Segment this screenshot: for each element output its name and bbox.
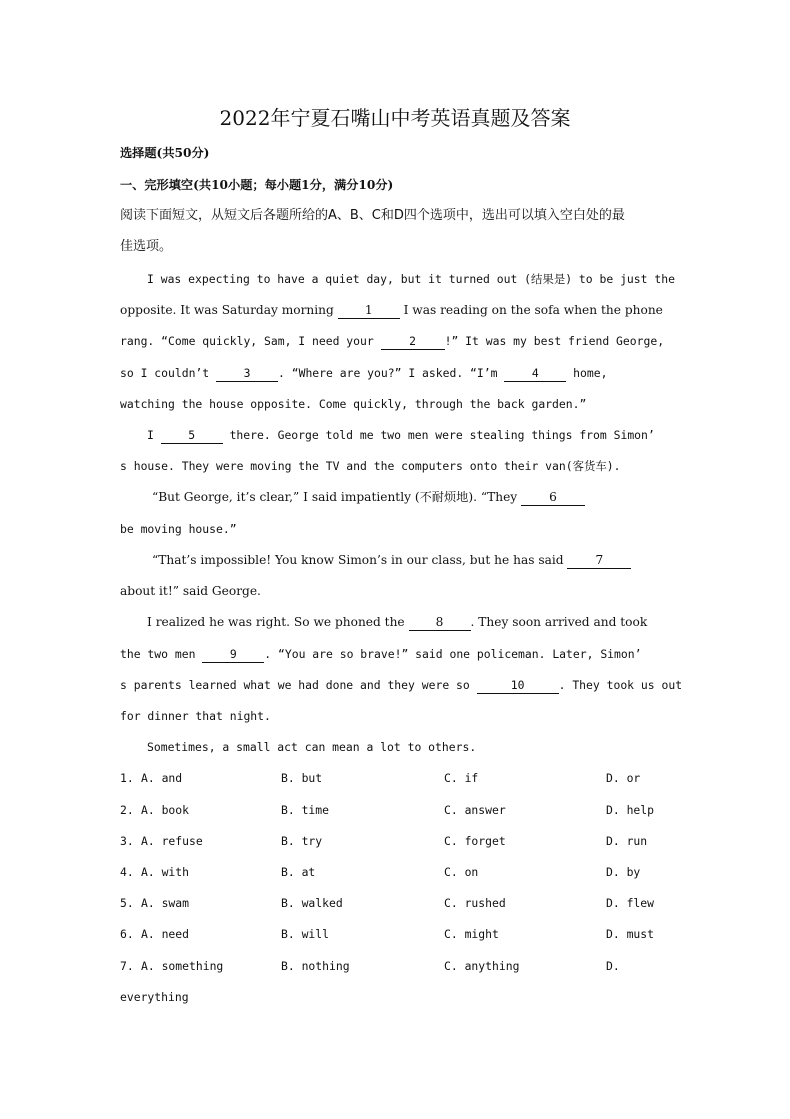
passage-line: the two men 9 . “You are so brave!” said one policeman. Later, Simon’: [120, 647, 642, 661]
option-d: D. by: [606, 865, 641, 879]
passage-line: s house. They were moving the TV and the computers onto their van(客货车).: [120, 459, 621, 473]
option-a: A. with: [141, 865, 190, 879]
option-c: C. if: [444, 771, 479, 785]
blank-6: 6: [521, 490, 585, 506]
option-d: D. run: [606, 834, 648, 848]
option-c: C. forget: [444, 834, 506, 848]
document-title: 2022年宁夏石嘴山中考英语真题及答案: [219, 106, 571, 130]
option-b: B. try: [281, 834, 323, 848]
option-d: D. or: [606, 771, 641, 785]
passage-line: watching the house opposite. Come quickly, through the back garden.”: [120, 397, 587, 411]
blank-2: 2: [381, 334, 445, 350]
passage-line: opposite. It was Saturday morning 1 I was reading on the sofa when the phone: [120, 303, 663, 317]
blank-7: 7: [567, 553, 631, 569]
passage-line: “That’s impossible! You know Simon’s in our class, but he has said 7: [152, 551, 672, 569]
option-a: A. something: [141, 959, 224, 973]
passage-line: for dinner that night.: [120, 709, 271, 723]
part-heading: 一、完形填空(共10小题；每小题1分，满分10分): [120, 178, 394, 192]
option-a: A. need: [141, 927, 190, 941]
blank-8: 8: [409, 615, 471, 631]
option-a: A. book: [141, 803, 190, 817]
passage-line: about it!” said George.: [120, 584, 261, 598]
option-c: C. anything: [444, 959, 520, 973]
instructions-line-1: 阅读下面短文，从短文后各题所给的A、B、C和D四个选项中，选出可以填入空白处的最: [120, 208, 625, 223]
passage-line: “But George, it’s clear,” I said impatiently (不耐烦地). “They 6: [152, 488, 672, 506]
blank-4: 4: [504, 366, 566, 382]
passage-line: I realized he was right. So we phoned the 8 . They soon arrived and took: [147, 615, 648, 629]
option-b: B. but: [281, 771, 323, 785]
option-b: B. will: [281, 927, 330, 941]
blank-1: 1: [338, 303, 400, 319]
section-heading: 选择题(共50分): [120, 146, 210, 160]
passage-line: so I couldn’t 3 . “Where are you?” I asked. “I’m 4 home,: [120, 366, 608, 380]
option-d: D. help: [606, 803, 655, 817]
option-d-wrapped: everything: [120, 990, 189, 1004]
option-d: D.: [606, 959, 620, 973]
instructions-line-2: 佳选项。: [120, 239, 173, 254]
passage-line: Sometimes, a small act can mean a lot to others.: [147, 740, 477, 754]
option-c: C. answer: [444, 803, 506, 817]
option-b: B. time: [281, 803, 330, 817]
option-a: A. and: [141, 771, 183, 785]
option-c: C. rushed: [444, 896, 506, 910]
option-b: B. nothing: [281, 959, 350, 973]
option-a: A. refuse: [141, 834, 203, 848]
option-d: D. flew: [606, 896, 655, 910]
document-page: 2022年宁夏石嘴山中考英语真题及答案 选择题(共50分) 一、完形填空(共10小题；每小题1分，满分10分) 阅读下面短文，从短文后各题所给的A、B、C和D四个选项中，选出可以填入空白处的最 佳选项。 I was expecting to have a quiet day, but it turned out (结果是) to be just the opposite. It was Saturday morning 1 I was reading on the sofa when the phone rang. “Come quickly, Sam, I need your 2 !” It was my best friend George, so I couldn’t 3 . “Where are you?” I asked. “I’m 4 home, watching the house opposite. Come quickly, through the back garden.” I 5 there. George told me two men were stealing things from Simon’ s house. They were moving the TV and the computers onto their van(客货车). “But George, it’s clear,” I said impatiently (不耐烦地). “They 6 be moving house.” “That’s impossible! You know Simon’s in our class, but he has said 7 about it!” said George. I realized he was right. So we phoned the 8 . They soon arrived and took the two men 9 . “You are so brave!” said one policeman. Later, Simon’ s parents learned what we had done and they were so 10 . They took us out for dinner that night. Sometimes, a small act can mean a lot to others. 1. A. and B. but C. if D. or 2. A. book B. time C. answer D. help 3. A. refuse B. try C. forget D. run 4. A. with B. at C. on D. by 5. A. swam B. walked C. rushed D. flew 6. A. need B. will C. might D. must 7. A. something B. nothing C. anything D. everything: [0, 0, 790, 1119]
option-b: B. walked: [281, 896, 343, 910]
passage-line: I was expecting to have a quiet day, but it turned out (结果是) to be just the: [147, 272, 675, 286]
passage-line: I 5 there. George told me two men were stealing things from Simon’: [147, 428, 655, 442]
option-b: B. at: [281, 865, 316, 879]
passage-line: be moving house.”: [120, 522, 237, 536]
option-c: C. on: [444, 865, 479, 879]
passage-line: s parents learned what we had done and they were so 10 . They took us out: [120, 678, 683, 692]
blank-3: 3: [216, 366, 278, 382]
blank-9: 9: [202, 647, 264, 663]
passage-line: rang. “Come quickly, Sam, I need your 2 !” It was my best friend George,: [120, 334, 665, 348]
option-d: D. must: [606, 927, 655, 941]
option-a: A. swam: [141, 896, 190, 910]
blank-5: 5: [161, 428, 223, 444]
blank-10: 10: [477, 678, 559, 694]
option-c: C. might: [444, 927, 499, 941]
